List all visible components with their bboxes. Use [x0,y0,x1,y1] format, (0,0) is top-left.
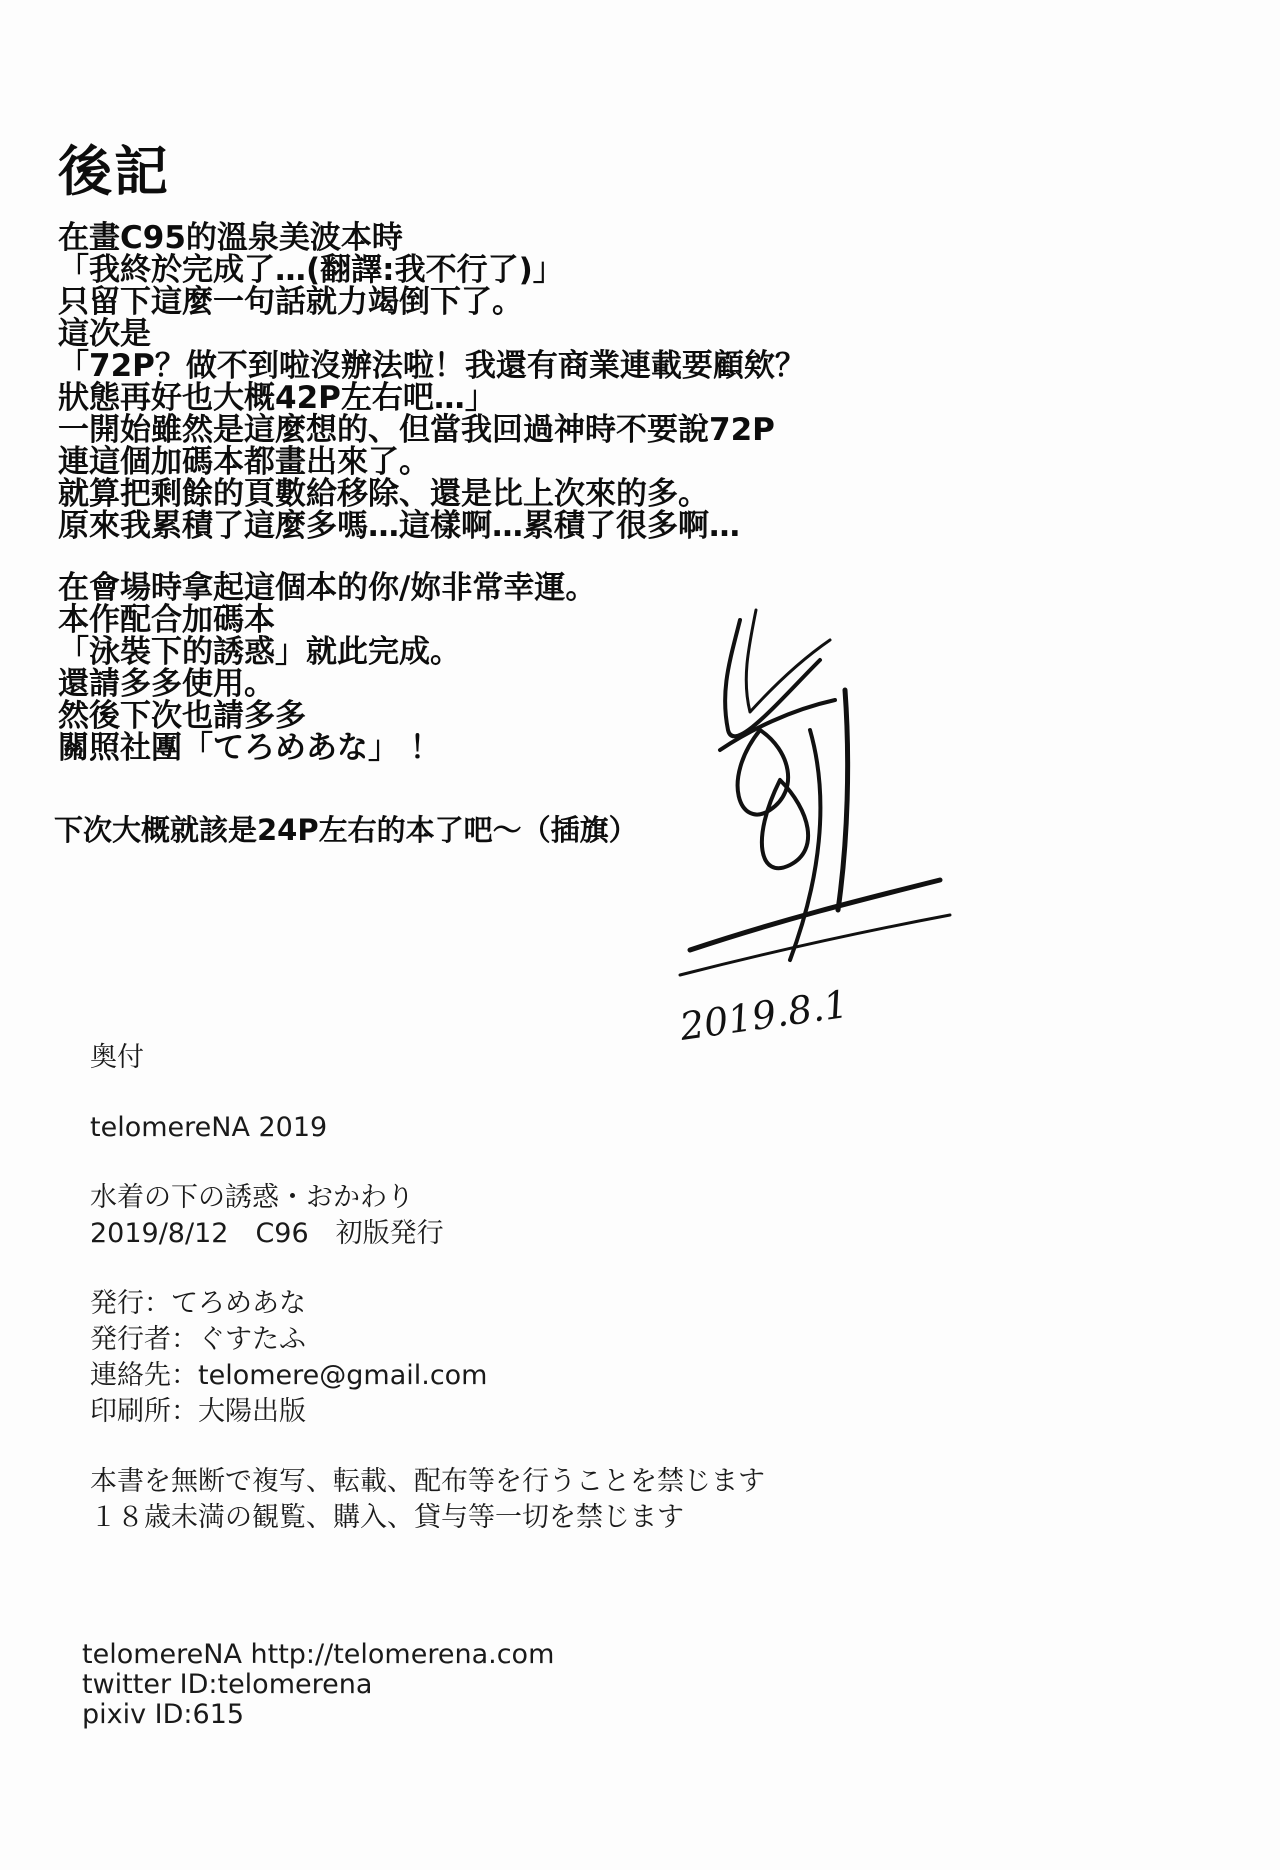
footer-site: telomereNA http://telomerena.com [82,1639,555,1670]
afterword-line: 狀態再好也大概42P左右吧…」 [58,380,496,416]
afterword-line: 在畫C95的溫泉美波本時 [58,220,403,256]
afterword-line: 連這個加碼本都畫出來了。 [58,444,430,480]
afterword-line: 就算把剩餘的頁數給移除、還是比上次來的多。 [58,476,709,512]
footer-twitter: twitter ID:telomerena [82,1669,373,1700]
footer [82,1640,554,1730]
colophon-release: 2019/8/12 C96 初版発行 [90,1218,444,1249]
colophon [90,1040,765,1536]
afterword-line: 這次是 [58,316,151,352]
colophon-notice: １８歳未満の観覧、購入、貸与等一切を禁じます [90,1502,684,1533]
afterword-line: 在會場時拿起這個本的你/妳非常幸運。 [58,570,597,606]
signature-drawing [660,580,960,1060]
afterword-line: 「泳裝下的誘惑」就此完成。 [58,634,461,670]
colophon-publisher: 発行：てろめあな [90,1288,306,1319]
afterword-line: 本作配合加碼本 [58,602,275,638]
afterword-line: 「我終於完成了…(翻譯:我不行了)」 [58,252,564,288]
signature-date: 2019.8.1 [677,981,851,1049]
colophon-circle-year: telomereNA 2019 [90,1112,328,1143]
afterword-closing: 下次大概就該是24P左右的本了吧～（插旗） [54,813,638,847]
colophon-notice: 本書を無断で複写、転載、配布等を行うことを禁じます [90,1466,765,1497]
afterword-line: 「72P？做不到啦沒辦法啦！我還有商業連載要顧欸？ [58,348,806,384]
footer-pixiv: pixiv ID:615 [82,1699,245,1730]
afterword-line: 一開始雖然是這麼想的、但當我回過神時不要說72P [58,412,775,448]
colophon-heading: 奥付 [90,1042,144,1073]
afterword-line: 關照社團「てろめあな」 ！ [58,730,441,766]
colophon-book-title: 水着の下の誘惑・おかわり [90,1182,414,1213]
colophon-printer: 印刷所：大陽出版 [90,1396,306,1427]
afterword-line: 原來我累積了這麼多嗎…這樣啊…累積了很多啊… [58,508,740,544]
afterword-title: 後記 [58,140,170,203]
afterword-line: 只留下這麼一句話就力竭倒下了。 [58,284,523,320]
colophon-issuer: 発行者：ぐすたふ [90,1324,306,1355]
afterword-line: 然後下次也請多多 [58,698,306,734]
colophon-contact: 連絡先：telomere@gmail.com [90,1360,488,1391]
afterword-line: 還請多多使用。 [58,666,275,702]
